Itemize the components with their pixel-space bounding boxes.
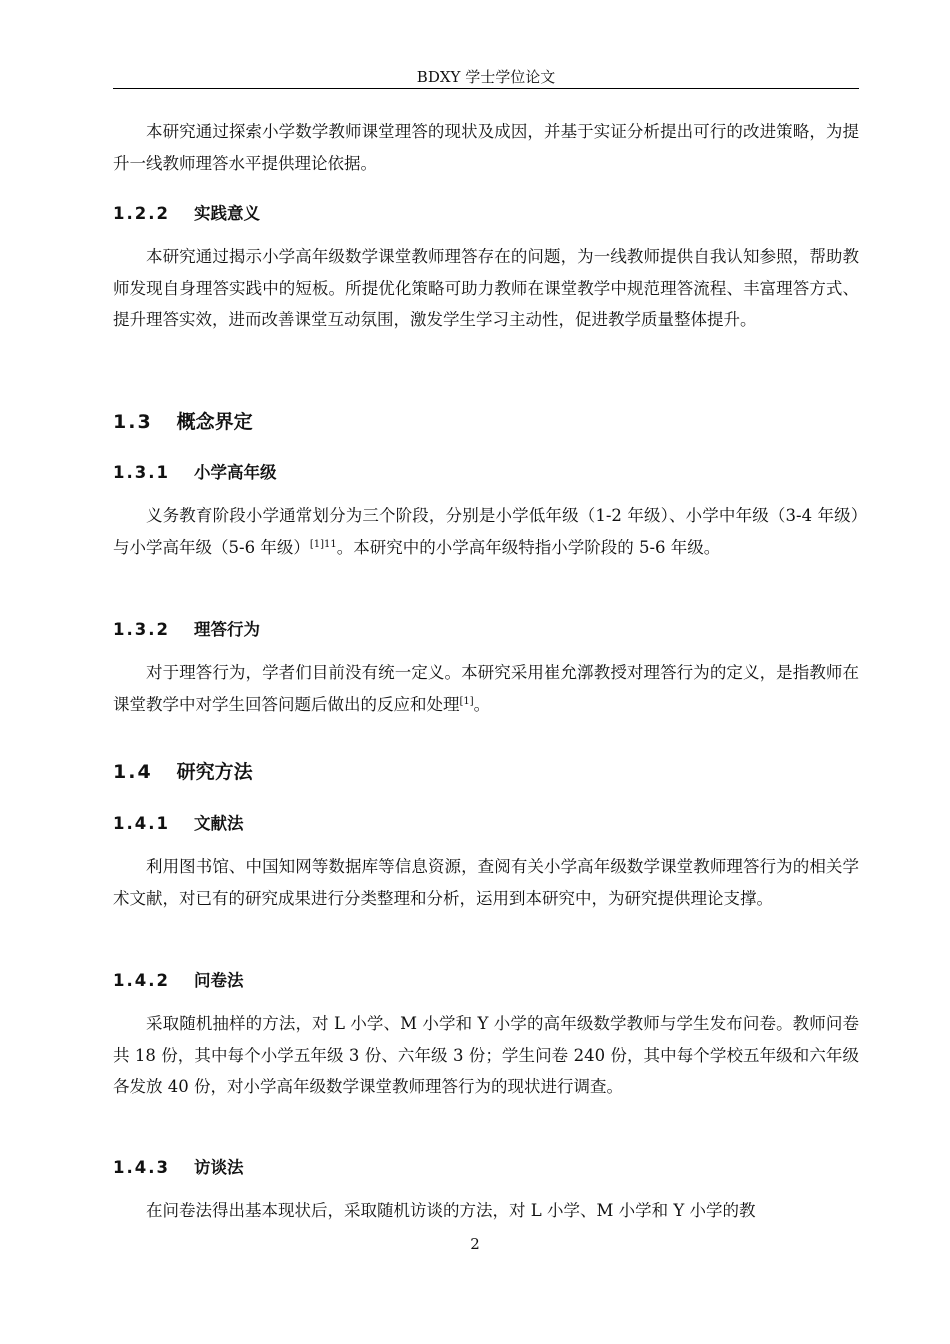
section-number: 1.4.1 xyxy=(113,814,170,833)
citation-marker: [1] xyxy=(459,695,474,707)
intro-paragraph: 本研究通过探索小学数学教师课堂理答的现状及成因，并基于实证分析提出可行的改进策略，为提升一线教师理答水平提供理论依据。 xyxy=(113,122,859,173)
page-footer xyxy=(0,1234,950,1254)
section-title: 研究方法 xyxy=(176,761,253,783)
section-number: 1.3.2 xyxy=(113,620,170,639)
upper-grade-definition-paragraph xyxy=(113,500,859,563)
questionnaire-method-paragraph: 采取随机抽样的方法，对 L 小学、M 小学和 Y 小学的高年级数学教师与学生发布问卷。教师问卷共 18 份，其中每个小学五年级 3 份、六年级 3 份；学生问卷 240 份，其中每个学校五年级和六年级各发放 40 份，对小学高年级数学课堂教师理答行为的现状进行调查。 xyxy=(113,1014,859,1096)
page-number: 2 xyxy=(470,1235,480,1253)
literature-method-paragraph: 利用图书馆、中国知网等数据库等信息资源，查阅有关小学高年级数学课堂教师理答行为的相关学术文献，对已有的研究成果进行分类整理和分析，运用到本研究中，为研究提供理论支撑。 xyxy=(113,857,859,908)
section-number: 1.4 xyxy=(113,761,153,783)
paragraph-text-end: 。 xyxy=(473,694,491,714)
interview-method-paragraph: 在问卷法得出基本现状后，采取随机访谈的方法，对 L 小学、M 小学和 Y 小学的教 xyxy=(146,1201,756,1220)
paragraph-text-end: 。本研究中的小学高年级特指小学阶段的 5-6 年级。 xyxy=(336,537,721,557)
practical-significance-paragraph: 本研究通过揭示小学高年级数学课堂教师理答存在的问题，为一线教师提供自我认知参照，帮助教师发现自身理答实践中的短板。所提优化策略可助力教师在课堂教学中规范理答流程、丰富理答方式、提升理答实效，进而改善课堂互动氛围，激发学生学习主动性，促进教学质量整体提升。 xyxy=(113,247,859,329)
feedback-behavior-definition-paragraph xyxy=(113,657,859,720)
running-header xyxy=(113,66,859,89)
heading-1-2-2 xyxy=(113,202,260,226)
section-number: 1.4.3 xyxy=(113,1158,170,1177)
section-number: 1.4.2 xyxy=(113,971,170,990)
section-number: 1.2.2 xyxy=(113,204,170,223)
section-title: 访谈法 xyxy=(193,1158,244,1177)
heading-1-4-3 xyxy=(113,1156,243,1180)
section-number: 1.3.1 xyxy=(113,463,170,482)
citation-marker: [1]11 xyxy=(309,538,337,550)
heading-1-3 xyxy=(113,409,253,435)
paragraph-text: 义务教育阶段小学通常划分为三个阶段，分别是小学低年级（1-2 年级）、小学中年级（3-4 年级）与小学高年级（5-6 年级） xyxy=(113,506,859,557)
header-title: BDXY 学士学位论文 xyxy=(416,68,556,86)
section-number: 1.3 xyxy=(113,411,153,433)
section-title: 理答行为 xyxy=(193,620,260,639)
section-title: 小学高年级 xyxy=(193,463,277,482)
section-title: 实践意义 xyxy=(193,204,260,223)
paragraph-text: 对于理答行为，学者们目前没有统一定义。本研究采用崔允漷教授对理答行为的定义，是指教师在课堂教学中对学生回答问题后做出的反应和处理 xyxy=(113,663,859,714)
heading-1-4-1 xyxy=(113,812,243,836)
section-title: 问卷法 xyxy=(193,971,244,990)
heading-1-4-2 xyxy=(113,969,243,993)
heading-1-3-1 xyxy=(113,461,276,485)
section-title: 文献法 xyxy=(193,814,244,833)
heading-1-3-2 xyxy=(113,618,260,642)
section-title: 概念界定 xyxy=(176,411,253,433)
heading-1-4 xyxy=(113,759,253,785)
